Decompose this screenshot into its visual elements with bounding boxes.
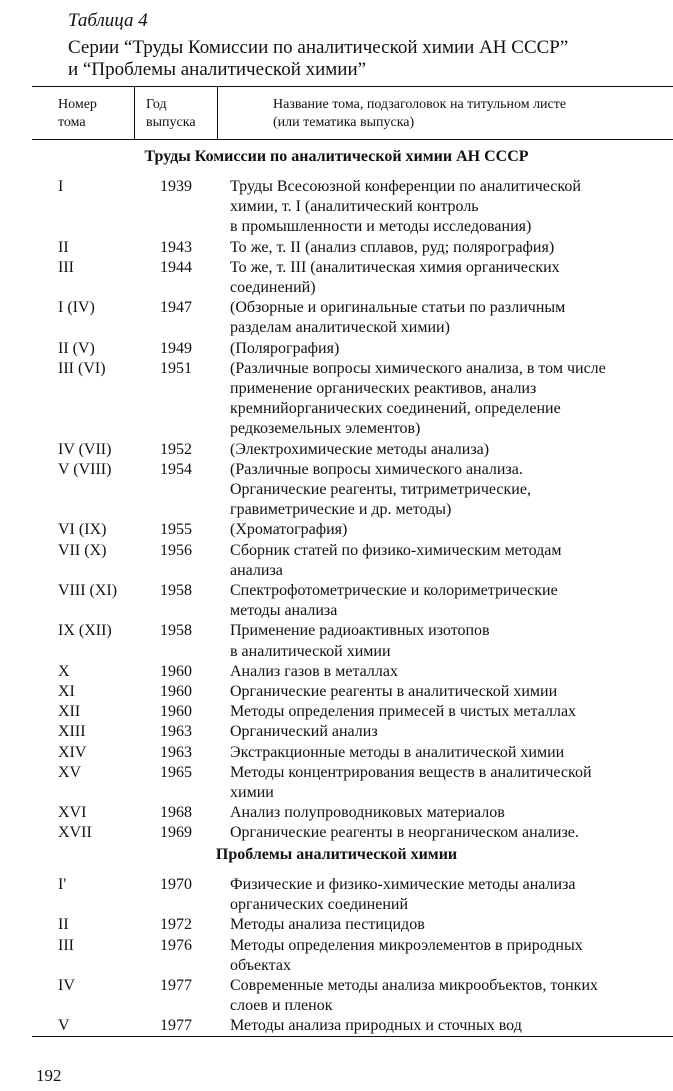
volume-title-line: редкоземельных элементов) xyxy=(230,420,421,438)
volume-title xyxy=(230,258,673,298)
volume-title-line: Анализ газов в металлах xyxy=(230,662,398,680)
volume-title-line: Методы анализа пестицидов xyxy=(230,916,425,934)
volume-title-line: разделам аналитической химии) xyxy=(230,319,450,337)
volume-number: VII (X) xyxy=(58,541,107,559)
volume-title xyxy=(230,763,673,803)
volume-title xyxy=(230,682,673,702)
issue-year: 1969 xyxy=(160,824,192,842)
volume-title xyxy=(230,803,673,823)
issue-year: 1954 xyxy=(160,460,192,478)
volume-title xyxy=(230,722,673,742)
volume-title-line: Физические и физико-химические методы анализа xyxy=(230,876,576,893)
table-bottom-rule xyxy=(32,1036,673,1037)
volume-number: IV (VII) xyxy=(58,440,112,458)
issue-year: 1951 xyxy=(160,359,192,377)
volume-title-line: (Обзорные и оригинальные статьи по различным xyxy=(230,299,566,317)
volume-title-line: Анализ полупроводниковых материалов xyxy=(230,804,505,822)
table-top-rule xyxy=(32,86,673,87)
volume-title xyxy=(230,520,673,540)
issue-year: 1972 xyxy=(160,916,192,934)
section-title: Труды Комиссии по аналитической химии АН СССР xyxy=(144,148,529,165)
issue-year: 1960 xyxy=(160,662,192,680)
volume-title-line: (Хроматография) xyxy=(230,521,348,539)
issue-year: 1960 xyxy=(160,683,192,700)
table-caption-title xyxy=(68,37,668,81)
issue-year: 1963 xyxy=(160,723,192,741)
header-year xyxy=(146,96,196,132)
issue-year: 1949 xyxy=(160,339,192,357)
issue-year: 1958 xyxy=(160,622,192,640)
volume-title-line: Современные методы анализа микрообъектов, тонких xyxy=(230,977,598,994)
header-number-line: тома xyxy=(58,115,86,130)
volume-number: V (VIII) xyxy=(58,460,112,478)
volume-number: XVII xyxy=(58,824,92,842)
volume-number: II xyxy=(58,916,69,934)
volume-title-line: органических соединений xyxy=(230,896,409,914)
volume-number: I' xyxy=(58,876,67,893)
volume-title-line: Применение радиоактивных изотопов xyxy=(230,622,490,640)
volume-title-line: анализа xyxy=(230,561,283,579)
volume-title xyxy=(230,936,673,976)
volume-title xyxy=(230,440,673,460)
volume-title-line: слоев и пленок xyxy=(230,997,333,1015)
volume-title-line: Органический анализ xyxy=(230,723,378,741)
header-title-line: Название тома, подзаголовок на титульном листе xyxy=(273,97,567,112)
volume-title-line: (Различные вопросы химического анализа. xyxy=(230,460,523,478)
volume-title xyxy=(230,621,673,661)
volume-title-line: Методы концентрирования веществ в аналитической xyxy=(230,763,592,781)
volume-title xyxy=(230,976,673,1016)
issue-year: 1956 xyxy=(160,541,192,559)
volume-title-line: в промышленности и методы исследования) xyxy=(230,218,532,236)
issue-year: 1965 xyxy=(160,763,192,781)
volume-number: II (V) xyxy=(58,339,95,357)
caption-title-line: и “Проблемы аналитической химии” xyxy=(68,59,367,80)
header-number xyxy=(58,96,97,132)
volume-title-line: химии, т. I (аналитический контроль xyxy=(230,198,479,216)
volume-title xyxy=(230,1016,673,1036)
volume-number: V xyxy=(58,1017,70,1035)
issue-year: 1960 xyxy=(160,703,192,721)
header-title xyxy=(273,96,566,132)
volume-title-line: в аналитической химии xyxy=(230,642,391,660)
issue-year: 1944 xyxy=(160,258,192,276)
issue-year: 1970 xyxy=(160,876,192,893)
issue-year: 1952 xyxy=(160,440,192,458)
volume-title-line: Спектрофотометрические и колориметрические xyxy=(230,582,558,599)
volume-number: III (VI) xyxy=(58,359,106,377)
volume-number: XVI xyxy=(58,804,87,822)
volume-title-line: объектах xyxy=(230,956,291,974)
volume-number: VIII (XI) xyxy=(58,582,118,599)
header-divider xyxy=(134,87,135,139)
volume-title-line: То же, т. II (анализ сплавов, руд; полярография) xyxy=(230,238,555,256)
volume-title xyxy=(230,238,673,258)
header-title-line: (или тематика выпуска) xyxy=(273,115,415,130)
volume-title-line: Сборник статей по физико-химическим методам xyxy=(230,541,562,559)
volume-title-line: Методы определения примесей в чистых металлах xyxy=(230,703,577,721)
header-bottom-rule xyxy=(32,139,673,140)
volume-title-line: кремнийорганических соединений, определение xyxy=(230,400,561,418)
page-number: 192 xyxy=(36,1066,62,1085)
volume-title-line: Органические реагенты в аналитической химии xyxy=(230,683,558,700)
volume-title xyxy=(230,177,673,238)
volume-title-line: Методы анализа природных и сточных вод xyxy=(230,1017,522,1035)
volume-title xyxy=(230,743,673,763)
header-divider xyxy=(217,87,218,139)
issue-year: 1977 xyxy=(160,977,192,994)
volume-number: I xyxy=(58,178,64,195)
volume-number: III xyxy=(58,936,74,954)
volume-number: IX (XII) xyxy=(58,622,112,640)
volume-title-line: химии xyxy=(230,783,274,801)
header-year-line: выпуска xyxy=(146,115,196,130)
volume-title xyxy=(230,875,673,915)
volume-title xyxy=(230,339,673,359)
volume-title xyxy=(230,541,673,581)
volume-number: I (IV) xyxy=(58,299,95,317)
volume-title-line: методы анализа xyxy=(230,602,338,620)
volume-number: III xyxy=(58,258,74,276)
volume-number: II xyxy=(58,238,69,256)
volume-title xyxy=(230,581,673,621)
volume-title-line: гравиметрические и др. методы) xyxy=(230,501,452,519)
volume-number: XI xyxy=(58,683,75,700)
volume-title xyxy=(230,702,673,722)
volume-title-line: Экстракционные методы в аналитической химии xyxy=(230,743,565,761)
volume-title-line: (Полярография) xyxy=(230,339,340,357)
volume-number: X xyxy=(58,662,70,680)
volume-number: XII xyxy=(58,703,81,721)
issue-year: 1947 xyxy=(160,299,192,317)
volume-title-line: применение органических реактивов, анализ xyxy=(230,379,537,397)
volume-title-line: То же, т. III (аналитическая химия органических xyxy=(230,258,560,276)
issue-year: 1976 xyxy=(160,936,192,954)
volume-title xyxy=(230,460,673,521)
issue-year: 1939 xyxy=(160,178,192,195)
volume-title-line: соединений) xyxy=(230,278,316,296)
volume-number: XV xyxy=(58,763,82,781)
issue-year: 1955 xyxy=(160,521,192,539)
volume-number: XIV xyxy=(58,743,87,761)
header-year-line: Год xyxy=(146,97,167,112)
volume-title xyxy=(230,823,673,843)
issue-year: 1963 xyxy=(160,743,192,761)
volume-number: VI (IX) xyxy=(58,521,107,539)
issue-year: 1943 xyxy=(160,238,192,256)
volume-title xyxy=(230,359,673,440)
issue-year: 1968 xyxy=(160,804,192,822)
volume-number: XIII xyxy=(58,723,86,741)
volume-title xyxy=(230,915,673,935)
volume-title-line: Методы определения микроэлементов в природных xyxy=(230,936,583,954)
issue-year: 1958 xyxy=(160,582,192,599)
header-number-line: Номер xyxy=(58,97,97,112)
volume-title-line: Органические реагенты, титриметрические, xyxy=(230,480,531,498)
volume-number: IV xyxy=(58,977,75,994)
section-title: Проблемы аналитической химии xyxy=(215,846,458,863)
volume-title-line: (Различные вопросы химического анализа, в том числе xyxy=(230,359,606,377)
caption-title-line: Серии “Труды Комиссии по аналитической химии АН СССР” xyxy=(68,37,569,58)
volume-title-line: Органические реагенты в неорганическом анализе. xyxy=(230,824,579,842)
volume-title xyxy=(230,298,673,338)
volume-title xyxy=(230,662,673,682)
volume-title-line: Труды Всесоюзной конференции по аналитической xyxy=(230,178,581,195)
table-caption-label: Таблица 4 xyxy=(68,10,148,31)
issue-year: 1977 xyxy=(160,1017,192,1035)
volume-title-line: (Электрохимические методы анализа) xyxy=(230,440,490,458)
